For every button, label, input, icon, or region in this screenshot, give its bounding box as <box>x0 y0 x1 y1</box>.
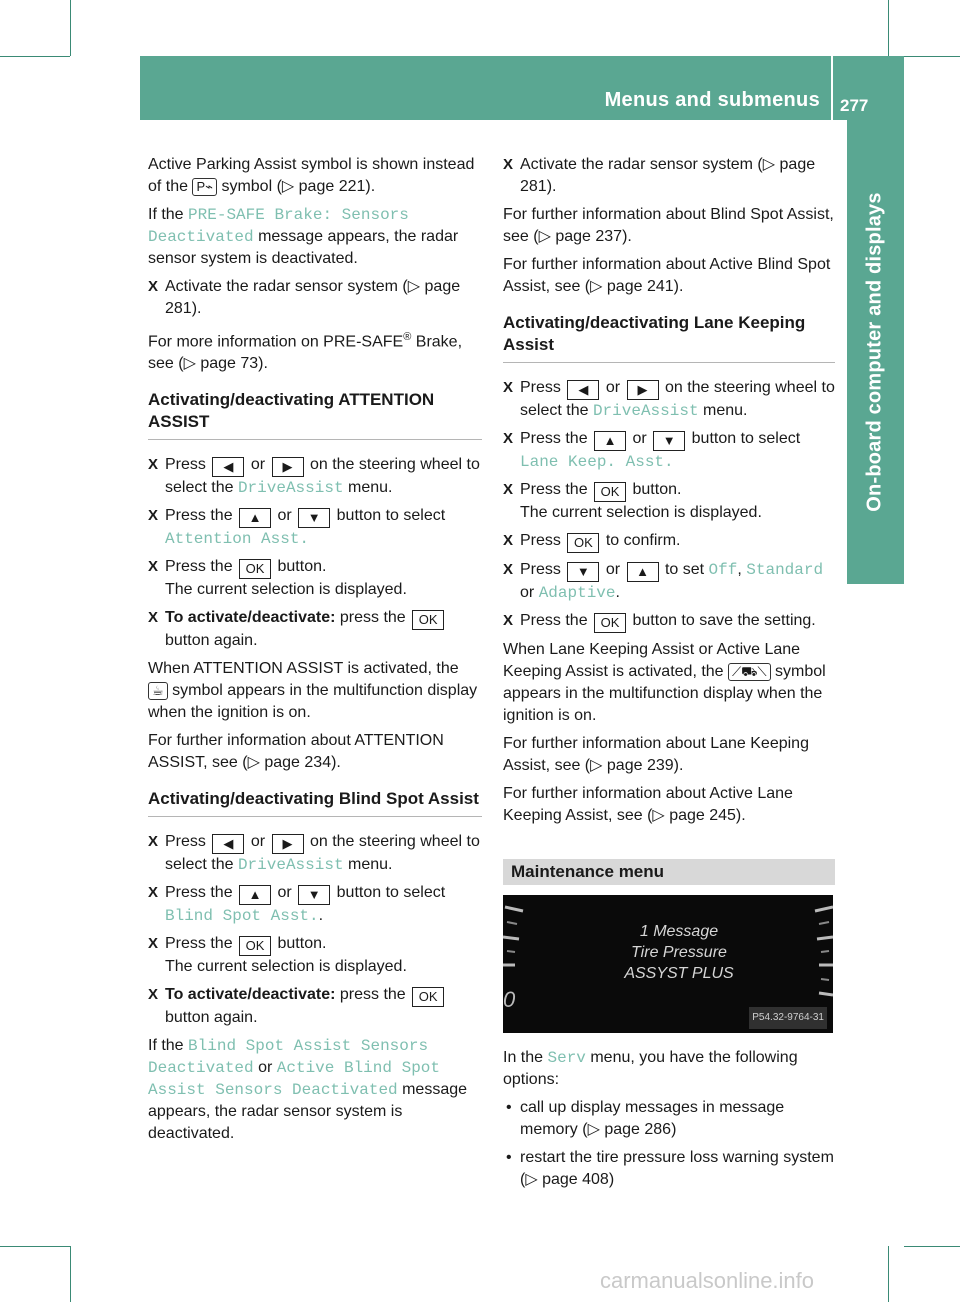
list-item: • restart the tire pressure loss warning system (▷ page 408) <box>506 1149 834 1188</box>
ok-button-icon: OK <box>239 936 271 956</box>
page-ref-icon: ▷ <box>538 228 551 245</box>
display-message: Active Blind Spot Assist Sensors Deactivated <box>148 1059 440 1100</box>
up-button-icon: ▲ <box>594 431 626 451</box>
down-button-icon: ▼ <box>298 885 330 905</box>
ok-button-icon: OK <box>594 482 626 502</box>
page-ref-icon: ▷ <box>183 355 196 373</box>
heading-blind-spot-assist: Activating/deactivating Blind Spot Assist <box>148 788 482 817</box>
right-button-icon: ▶ <box>272 457 304 477</box>
left-button-icon: ◀ <box>212 834 244 854</box>
section-title: Menus and submenus <box>604 89 820 111</box>
page-ref-icon: ▷ <box>762 156 776 173</box>
step-arrow-icon: X <box>148 935 159 953</box>
menu-name: DriveAssist <box>237 856 344 875</box>
crop-mark <box>0 56 70 57</box>
crop-mark <box>70 0 71 56</box>
paragraph: When Lane Keeping Assist or Active Lane Keeping Assist is activated, the ⟋⛟⟍ symbol appears in the multifunction display when the ignition is on. <box>503 641 826 724</box>
paragraph: Active Parking Assist symbol is shown instead of the P⌁ symbol (▷ page 221). <box>148 156 475 195</box>
paragraph: For further information about Active Lane Keeping Assist, see (▷ page 245). <box>503 785 793 824</box>
bullet-icon: • <box>506 1099 512 1116</box>
step: X To activate/deactivate: press the OK button again. <box>148 984 482 1029</box>
heading-lane-keeping-assist: Activating/deactivating Lane Keeping Assist <box>503 312 835 363</box>
display-message: Blind Spot Assist Sensors Deactivated <box>148 1037 429 1078</box>
step: X Press the OK button. The current selection is displayed. <box>503 481 762 521</box>
step: X Press the OK button. The current selection is displayed. <box>148 558 407 599</box>
list-item: • call up display messages in message memory (▷ page 286) <box>506 1099 785 1138</box>
menu-item: Blind Spot Asst. <box>165 907 319 926</box>
option-off: Off <box>708 561 738 579</box>
paragraph: If the PRE-SAFE Brake: Sensors Deactivated message appears, the radar sensor system is deactivated. <box>148 206 459 267</box>
ok-button-icon: OK <box>412 610 444 630</box>
crop-mark <box>904 56 960 57</box>
page-ref-icon: ▷ <box>525 1171 538 1188</box>
parking-symbol-icon: P⌁ <box>192 178 217 196</box>
step-arrow-icon: X <box>148 507 159 525</box>
crop-mark <box>888 1246 889 1302</box>
step: X Press the ▲ or ▼ button to select Blind Spot Asst.. <box>148 884 446 926</box>
paragraph: If the Blind Spot Assist Sensors Deactivated or Active Blind Spot Assist Sensors Deactivated message appears, the radar sensor system is deactivated. <box>148 1037 468 1143</box>
step: X Press ◀ or ▶ on the steering wheel to select the DriveAssist menu. <box>148 456 480 498</box>
step: X Press ▼ or ▲ to set Off, Standard or Adaptive. <box>503 561 824 602</box>
ok-button-icon: OK <box>594 613 626 633</box>
step-arrow-icon: X <box>503 612 514 629</box>
up-button-icon: ▲ <box>239 508 271 528</box>
page-ref-icon: ▷ <box>407 278 421 295</box>
up-button-icon: ▲ <box>239 885 271 905</box>
instrument-display-photo <box>503 895 833 1033</box>
page-ref-icon: ▷ <box>247 754 260 772</box>
step-arrow-icon: X <box>148 833 159 851</box>
figure-code: P54.32-9764-31 <box>749 1007 827 1029</box>
step-arrow-icon: X <box>503 156 514 173</box>
paragraph: For further information about Active Blind Spot Assist, see (▷ page 241). <box>503 256 831 295</box>
step: X Press the OK button. The current selection is displayed. <box>148 935 407 976</box>
watermark: carmanualsonline.info <box>600 1268 815 1293</box>
step-arrow-icon: X <box>148 609 159 627</box>
paragraph: For further information about ATTENTION ASSIST, see (▷ page 234). <box>148 732 444 772</box>
step: X Activate the radar sensor system (▷ page 281). <box>148 278 461 317</box>
step: X Press ◀ or ▶ on the steering wheel to select the DriveAssist menu. <box>503 379 835 420</box>
down-button-icon: ▼ <box>298 508 330 528</box>
option-standard: Standard <box>746 561 824 579</box>
page-ref-icon: ▷ <box>587 1121 600 1138</box>
svg-text:0: 0 <box>503 987 516 1012</box>
step-arrow-icon: X <box>148 558 159 576</box>
step-arrow-icon: X <box>503 532 514 549</box>
chapter-tab-label: On-board computer and displays <box>863 192 886 512</box>
crop-mark <box>0 1246 70 1247</box>
step-arrow-icon: X <box>503 481 514 498</box>
menu-name: DriveAssist <box>237 479 344 498</box>
crop-mark <box>904 1246 960 1247</box>
crop-mark <box>70 1246 71 1302</box>
left-button-icon: ◀ <box>212 457 244 477</box>
up-button-icon: ▲ <box>627 562 659 582</box>
step-arrow-icon: X <box>148 884 159 902</box>
step: X Press the OK button to save the setting. <box>503 610 835 633</box>
menu-item: Lane Keep. Asst. <box>520 453 674 471</box>
page-ref-icon: ▷ <box>590 278 603 295</box>
menu-name: DriveAssist <box>592 402 699 420</box>
right-column <box>503 154 835 1197</box>
display-text: 1 Message Tire Pressure ASSYST PLUS <box>624 923 734 982</box>
step-arrow-icon: X <box>503 379 514 396</box>
page-ref-icon: ▷ <box>652 807 665 824</box>
bullet-icon: • <box>506 1149 512 1166</box>
display-message: PRE-SAFE Brake: Sensors Deactivated <box>148 206 409 246</box>
step-arrow-icon: X <box>148 456 159 474</box>
step-arrow-icon: X <box>148 986 159 1004</box>
paragraph: For further information about Blind Spot Assist, see (▷ page 237). <box>503 206 834 245</box>
step: X Press ◀ or ▶ on the steering wheel to select the DriveAssist menu. <box>148 833 480 875</box>
option-adaptive: Adaptive <box>538 584 616 602</box>
page-number: 277 <box>840 96 869 115</box>
left-button-icon: ◀ <box>567 380 599 400</box>
step: X Press the ▲ or ▼ button to select Attention Asst. <box>148 507 446 549</box>
crop-mark <box>888 0 889 56</box>
header-divider <box>831 56 833 120</box>
down-button-icon: ▼ <box>567 562 599 582</box>
menu-name: Serv <box>547 1049 586 1067</box>
ok-button-icon: OK <box>239 559 271 579</box>
paragraph: For further information about Lane Keeping Assist, see (▷ page 239). <box>503 735 809 774</box>
step: X Press OK to confirm. <box>503 530 835 553</box>
step-arrow-icon: X <box>148 278 159 295</box>
page-ref-icon: ▷ <box>281 178 295 195</box>
step: X Activate the radar sensor system (▷ page 281). <box>503 156 816 195</box>
coffee-cup-icon: ☕ <box>148 682 168 700</box>
page-ref-icon: ▷ <box>590 757 603 774</box>
step: X Press the ▲ or ▼ button to select Lane Keep. Asst. <box>503 430 801 471</box>
maintenance-menu-heading: Maintenance menu <box>503 859 835 885</box>
paragraph: When ATTENTION ASSIST is activated, the ☕ symbol appears in the multifunction display when the ignition is on. <box>148 660 478 722</box>
paragraph: For more information on PRE-SAFE® Brake, see (▷ page 73). <box>148 331 463 373</box>
lane-keeping-icon: ⟋⛟⟍ <box>728 663 771 681</box>
paragraph: In the Serv menu, you have the following options: <box>503 1049 798 1088</box>
ok-button-icon: OK <box>567 533 599 553</box>
right-button-icon: ▶ <box>627 380 659 400</box>
step-arrow-icon: X <box>503 561 514 578</box>
step: X To activate/deactivate: press the OK button again. <box>148 607 482 652</box>
ok-button-icon: OK <box>412 987 444 1007</box>
left-column <box>148 154 482 1151</box>
down-button-icon: ▼ <box>653 431 685 451</box>
right-button-icon: ▶ <box>272 834 304 854</box>
step-arrow-icon: X <box>503 430 514 447</box>
menu-item: Attention Asst. <box>165 530 310 549</box>
heading-attention-assist: Activating/deactivating ATTENTION ASSIST <box>148 389 482 440</box>
